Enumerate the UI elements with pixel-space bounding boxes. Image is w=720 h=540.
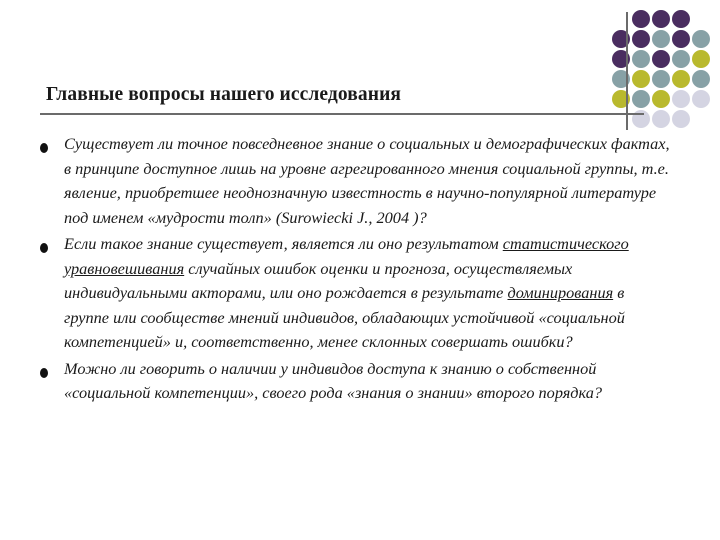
decor-dot (652, 110, 670, 128)
decor-dot (672, 90, 690, 108)
decor-dot (652, 10, 670, 28)
decor-dot (652, 90, 670, 108)
decor-dot (632, 30, 650, 48)
decor-dot (632, 50, 650, 68)
decor-dot (692, 70, 710, 88)
underlined-term: доминирования (507, 283, 614, 302)
decor-dot (632, 10, 650, 28)
bullet-dot-icon (40, 143, 48, 153)
decor-dot (672, 10, 690, 28)
bullet-item (40, 232, 670, 355)
decor-dot (652, 50, 670, 68)
decor-dot (632, 70, 650, 88)
decor-dot (652, 70, 670, 88)
bullet-item (40, 132, 670, 230)
horizontal-rule (40, 113, 644, 115)
decor-dot (692, 30, 710, 48)
bullet-text-segment: в группе или сообществе мнений индивидов, обладающих устойчивой «социальной компетенцией» и, соответственно, менее склонных совершать ошибки? (64, 283, 625, 351)
underlined-term: статистического уравновешивания (64, 234, 629, 278)
bullet-dot-icon (40, 243, 48, 253)
bullet-dot-icon (40, 368, 48, 378)
bullet-list (40, 132, 670, 406)
decor-dot (672, 50, 690, 68)
bullet-text-segment: случайных ошибок оценки и прогноза, осуществляемых индивидуальными акторами, или оно рождается в результате (64, 258, 573, 302)
slide-title: Главные вопросы нашего исследования (46, 84, 402, 105)
decor-dot (672, 110, 690, 128)
decor-dot (652, 30, 670, 48)
bullet-text: Существует ли точное повседневное знание о социальных и демографических фактах, в принципе доступное лишь на уровне агрегированного мнения социальной группы, т.е. явление, приобретшее неоднозначную известность в научно-популярной литературе под именем «мудрости толп» (Surowiecki J., 2004 )? (64, 134, 670, 227)
decor-dot (692, 50, 710, 68)
bullet-text (64, 232, 670, 355)
bullet-text-segment: Если такое знание существует, является ли оно результатом (64, 234, 503, 253)
bullet-item (40, 357, 670, 406)
decor-dot (672, 30, 690, 48)
decor-dot (692, 90, 710, 108)
bullet-text: Можно ли говорить о наличии у индивидов доступа к знанию о собственной «социальной компетенции», своего рода «знания о знании» второго порядка? (64, 358, 603, 402)
decor-dot (672, 70, 690, 88)
decor-dot (632, 90, 650, 108)
